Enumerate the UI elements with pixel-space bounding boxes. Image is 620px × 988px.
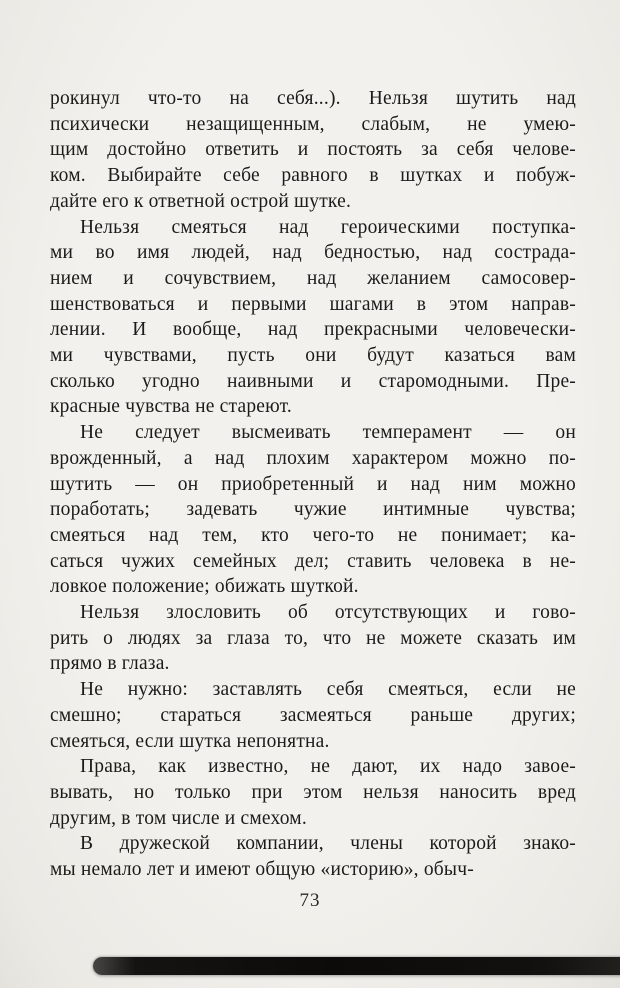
text-line: Нельзя злословить об отсутствующих и гово- [80,602,576,624]
text-line: ми чувствами, пусть они будут казаться вам [50,345,576,367]
text-line: Не нужно: заставлять себя смеяться, если не [80,679,576,701]
text-line: щим достойно ответить и постоять за себя челове- [50,139,576,161]
page-text [50,86,576,883]
text-line: Не следует высмеивать темперамент — он [80,422,576,444]
text-line: сколько угодно наивными и старомодными. Пре- [50,370,576,392]
text-line: красные чувства не стареют. [50,396,292,418]
text-line: поработать; задевать чужие интимные чувства; [50,499,576,521]
paragraph [50,215,576,421]
scan-edge-artifact [93,957,620,975]
text-line: Права, как известно, не дают, их надо завое- [80,756,576,778]
text-line: другим, в том числе и смехом. [50,807,307,829]
text-line: дайте его к ответной острой шутке. [50,190,352,212]
text-line: ми во имя людей, над бедностью, над сострада- [50,242,576,264]
text-line: шенствоваться и первыми шагами в этом направ- [50,293,576,315]
text-line: ловкое положение; обижать шуткой. [50,576,359,598]
paragraph [50,754,576,831]
text-line: саться чужих семейных дел; ставить человека в не- [50,550,576,572]
page-number: 73 [299,890,321,911]
text-line: ком. Выбирайте себе равного в шутках и побуж- [50,165,576,187]
paragraph [50,831,576,882]
text-line: шутить — он приобретенный и над ним можно [50,473,576,495]
text-line: рить о людях за глаза то, что не можете сказать им [50,627,576,649]
text-line: Нельзя смеяться над героическими поступка- [80,216,576,238]
text-line: мы немало лет и имеют общую «историю», обыч- [50,859,474,881]
text-line: смешно; стараться засмеяться раньше других; [50,704,576,726]
text-line: психически незащищенным, слабым, не умею- [50,113,576,135]
paragraph [50,600,576,677]
text-line: рокинул что-то на себя...). Нельзя шутить над [50,88,576,109]
text-line: смеяться, если шутка непонятна. [50,730,330,752]
paragraph [50,677,576,754]
paragraph [50,420,576,600]
paragraph [50,86,576,215]
text-line: смеяться над тем, кто чего-то не понимает; ка- [50,524,576,546]
text-line: вывать, но только при этом нельзя наносить вред [50,781,576,803]
text-line: лении. И вообще, над прекрасными человечески- [50,319,576,341]
text-line: врожденный, а над плохим характером можно по- [50,447,576,469]
text-line: нием и сочувствием, над желанием самосовер- [50,267,576,289]
text-line: В дружеской компании, члены которой знако- [80,833,576,855]
text-line: прямо в глаза. [50,653,170,675]
